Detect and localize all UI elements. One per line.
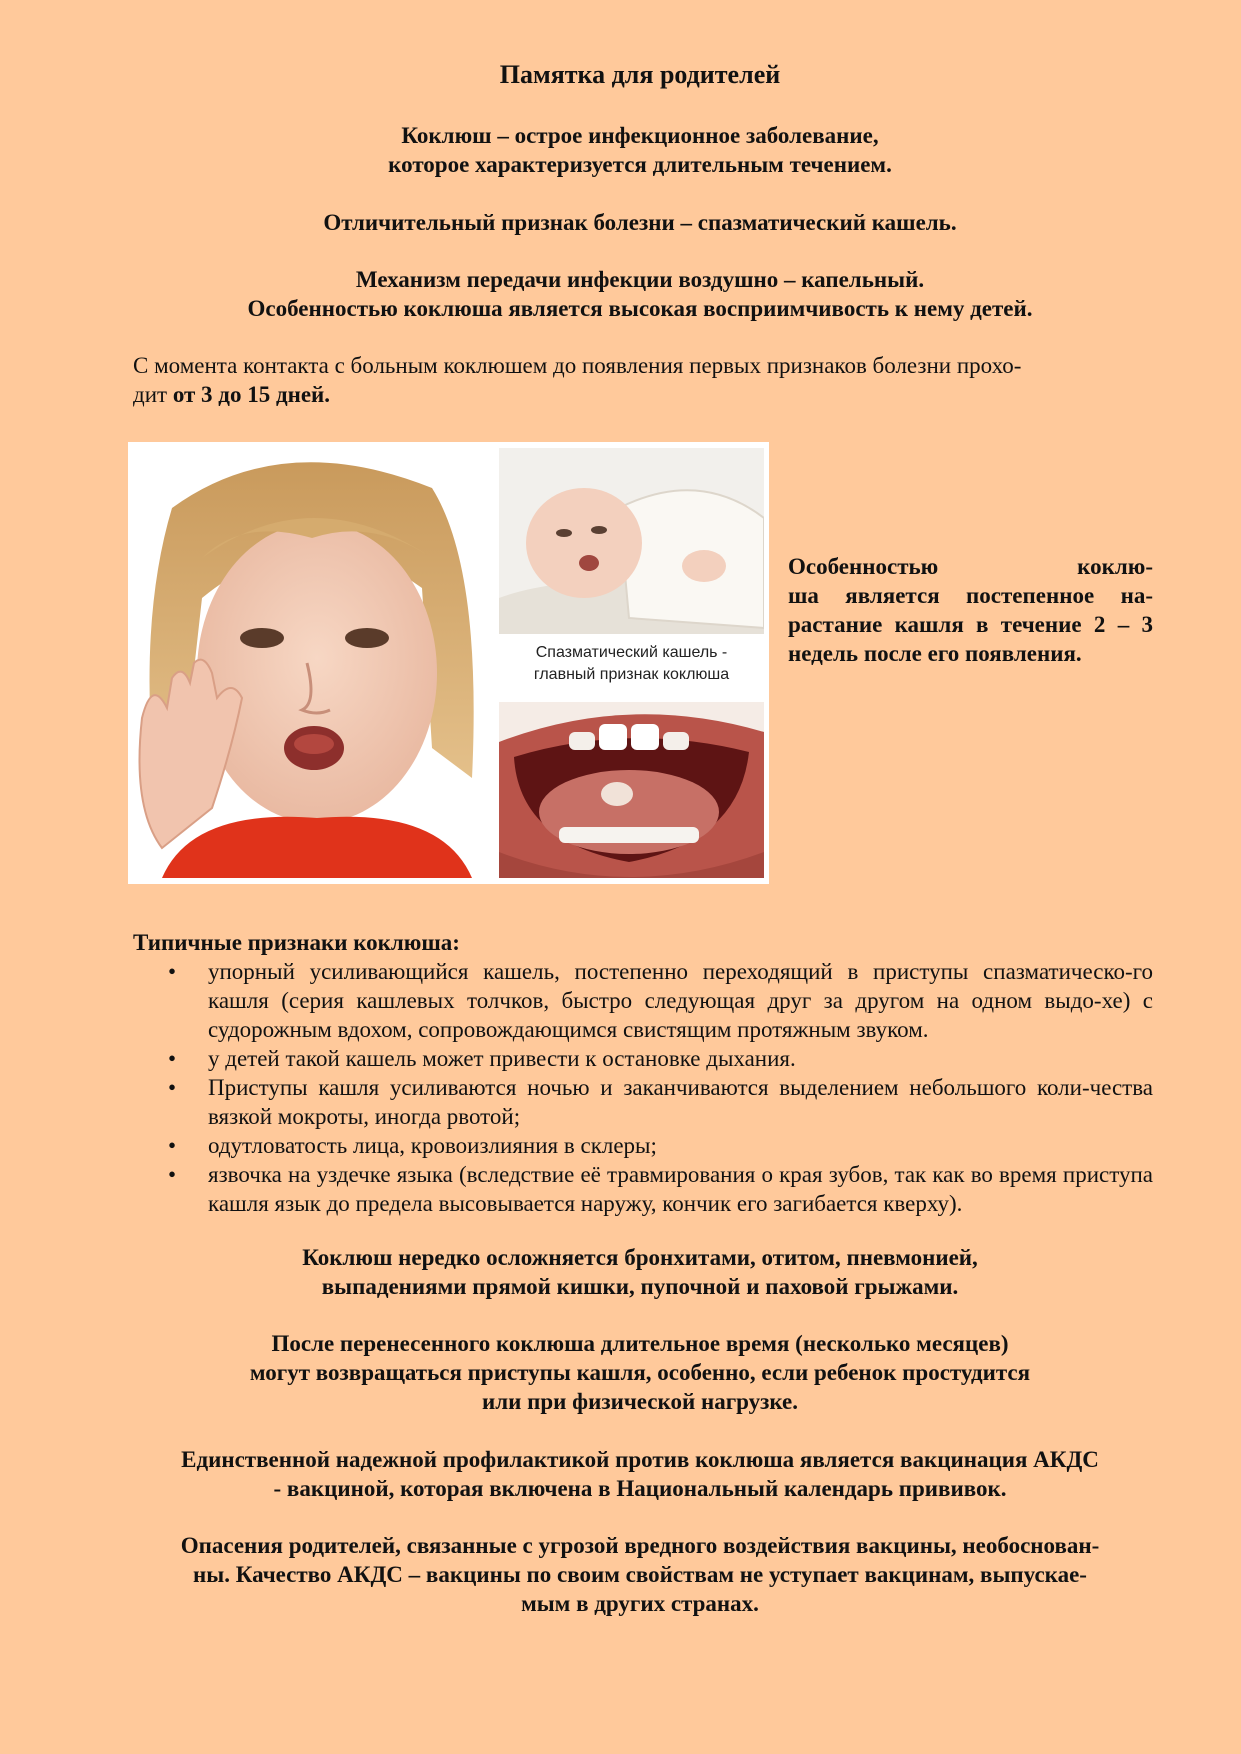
page-title: Памятка для родителей: [499, 60, 781, 89]
main-sign: Отличительный признак болезни – спазматический кашель.: [323, 210, 957, 235]
list-item: [160, 1131, 1153, 1160]
bullet-icon: •: [168, 959, 177, 984]
incubation-prefix: дит: [133, 382, 173, 407]
incubation-period: от 3 до 15 дней.: [172, 382, 331, 407]
incubation-paragraph: [133, 351, 1153, 409]
sign-text: Приступы кашля усиливаются ночью и заканчиваются выделением небольшого коли-чества вязкой мокроты, иногда рвотой;: [208, 1075, 1153, 1129]
prevention-line: Единственной надежной профилактикой против коклюша является вакцинация АКДС: [181, 1447, 1099, 1472]
figure-caption-line: Спазматический кашель -: [535, 644, 728, 661]
bullet-icon: •: [168, 1162, 177, 1187]
prevention-line: - вакциной, которая включена в Национальный календарь прививок.: [273, 1476, 1007, 1501]
coughing-girl-photo: [132, 448, 496, 878]
tongue-ulcer-photo: [499, 702, 764, 878]
sign-text: язвочка на уздечке языка (вследствие её травмирования о края зубов, так как во время приступа кашля язык до предела высовывается наружу, кончик его загибается кверху).: [208, 1162, 1153, 1216]
list-item: [160, 1073, 1153, 1131]
concerns-line: ны. Качество АКДС – вакцины по своим свойствам не уступает вакцинам, выпускае-: [193, 1562, 1087, 1587]
concerns-line: мым в других странах.: [521, 1591, 759, 1616]
incubation-line: [133, 380, 1153, 409]
coughing-baby-photo: [499, 448, 764, 634]
sign-text: упорный усиливающийся кашель, постепенно переходящий в приступы спазматическо-го кашля (серия кашлевых толчков, быстро следующая друг за другом на одном выдо-хе) с судорожным вдохом, сопровождающимся свистящим протяжным звуком.: [208, 959, 1153, 1042]
signs-list: [160, 957, 1153, 1218]
side-note-word: коклю-: [1077, 554, 1153, 579]
mechanism-line: Механизм передачи инфекции воздушно – капельный.: [355, 267, 925, 292]
definition-line: которое характеризуется длительным течением.: [388, 152, 892, 177]
incubation-line: С момента контакта с больным коклюшем до появления первых признаков болезни прохо-: [133, 353, 1022, 378]
bullet-icon: •: [168, 1075, 177, 1100]
bullet-icon: •: [168, 1133, 177, 1158]
side-note-word: Особенностью: [788, 554, 939, 579]
after-illness-line: могут возвращаться приступы кашля, особенно, если ребенок простудится: [249, 1360, 1031, 1385]
vaccine-concerns-paragraph: [120, 1531, 1160, 1618]
side-note-line: растание кашля в течение 2 – 3: [788, 612, 1153, 637]
concerns-line: Опасения родителей, связанные с угрозой вредного воздействия вакцины, необоснован-: [180, 1533, 1100, 1558]
cough-progression-note: [788, 552, 1153, 668]
definition-paragraph: [120, 121, 1160, 179]
list-item: [160, 1160, 1153, 1218]
transmission-paragraph: [120, 265, 1160, 323]
side-note-line: ша является постепенное на-: [788, 583, 1153, 608]
susceptibility-line: Особенностью коклюша является высокая восприимчивость к нему детей.: [247, 296, 1033, 321]
after-illness-paragraph: [120, 1329, 1160, 1416]
after-illness-line: После перенесенного коклюша длительное время (несколько месяцев): [271, 1331, 1009, 1356]
complications-paragraph: [120, 1243, 1160, 1301]
list-item: [160, 957, 1153, 1044]
prevention-paragraph: [120, 1445, 1160, 1503]
sign-text: у детей такой кашель может привести к остановке дыхания.: [208, 1046, 796, 1071]
signs-heading: Типичные признаки коклюша:: [133, 930, 460, 955]
complications-line: выпадениями прямой кишки, пупочной и паховой грыжами.: [321, 1274, 959, 1299]
sign-text: одутловатость лица, кровоизлияния в склеры;: [208, 1133, 657, 1158]
after-illness-line: или при физической нагрузке.: [481, 1389, 799, 1414]
complications-line: Коклюш нередко осложняется бронхитами, отитом, пневмонией,: [302, 1245, 978, 1270]
bullet-icon: •: [168, 1046, 177, 1071]
list-item: [160, 1044, 1153, 1073]
side-note-line: недель после его появления.: [788, 641, 1082, 666]
definition-line: Коклюш – острое инфекционное заболевание,: [401, 123, 879, 148]
figure-caption: [499, 642, 764, 686]
figure-caption-line: главный признак коклюша: [533, 666, 730, 683]
symptoms-figure: [128, 442, 769, 884]
